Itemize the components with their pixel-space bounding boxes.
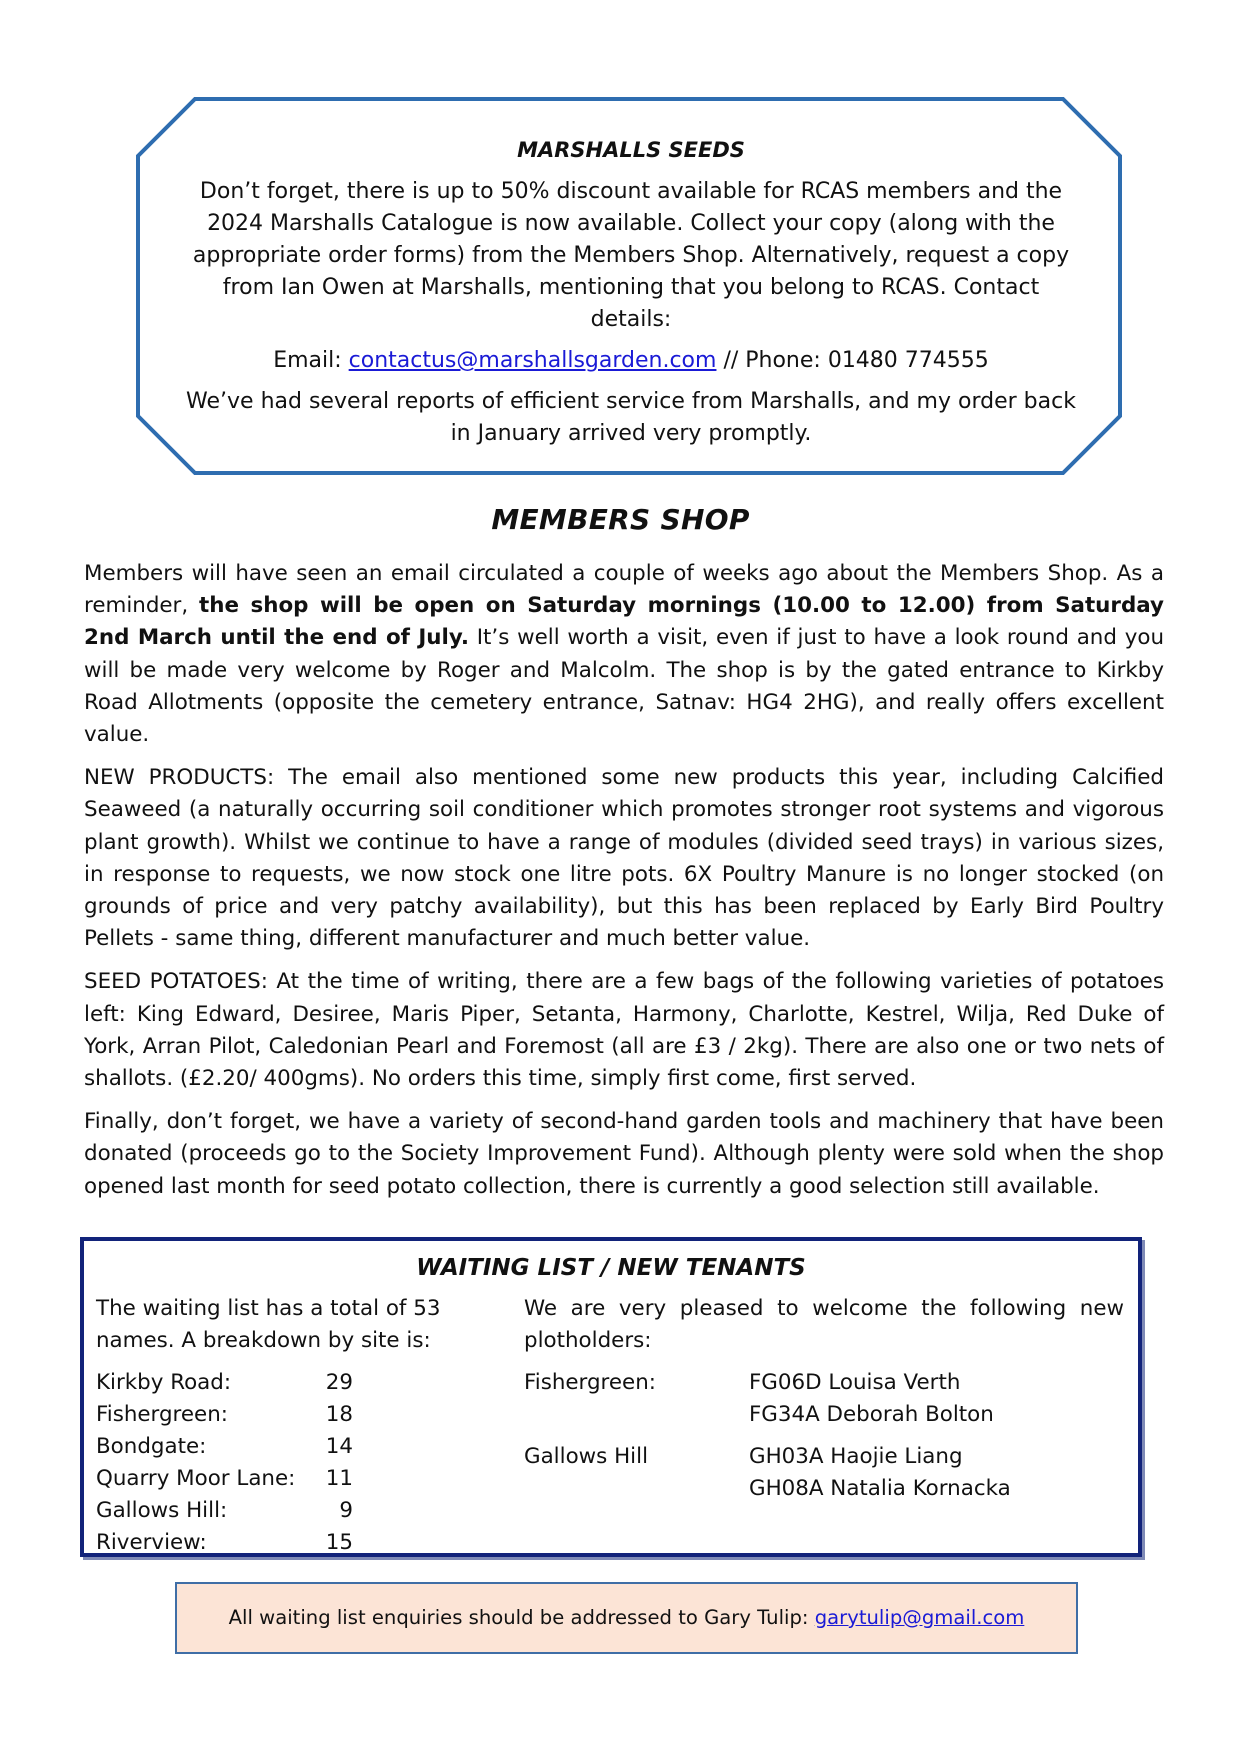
shop-opening-hours: the shop will be open on Saturday mornings (10.00 to 12.00) from Saturday 2nd March until the end of July. xyxy=(84,593,1164,651)
shop-paragraph-opening xyxy=(84,558,1164,751)
site-name: Gallows Hill: xyxy=(96,1498,228,1523)
enquiries-note xyxy=(175,1582,1078,1654)
site-count: 9 xyxy=(339,1498,353,1523)
site-name: Riverview: xyxy=(96,1530,207,1555)
tenant-list xyxy=(749,1441,1011,1505)
site-count: 15 xyxy=(325,1530,353,1555)
shop-p1-start: Members will have seen an email circulated a couple of weeks ago about the Members Shop. As a reminder, xyxy=(84,561,1164,619)
waiting-list-breakdown xyxy=(96,1293,476,1559)
site-list xyxy=(96,1367,476,1559)
tenant-group-gallows-hill xyxy=(524,1441,1124,1505)
phone-text: // Phone: 01480 774555 xyxy=(716,348,989,373)
tenant-group-fishergreen xyxy=(524,1367,1124,1431)
site-row xyxy=(96,1495,476,1527)
tenant-list xyxy=(749,1367,994,1431)
site-row xyxy=(96,1367,476,1399)
members-shop-title: MEMBERS SHOP xyxy=(491,503,750,536)
marshalls-email-link[interactable]: contactus@marshallsgarden.com xyxy=(348,348,717,373)
site-name: Quarry Moor Lane: xyxy=(96,1466,296,1491)
site-row xyxy=(96,1399,476,1431)
site-row xyxy=(96,1463,476,1495)
shop-paragraph-new-products: NEW PRODUCTS: The email also mentioned some new products this year, including Calcified Seaweed (a naturally occurring soil conditioner which promotes stronger root systems and vigorous plant growth). Whilst we continue to have a range of modules (divided seed trays) in various sizes, in response to requests, we now stock one litre pots. 6X Poultry Manure is no longer stocked (on grounds of price and very patchy availability), but this has been replaced by Early Bird Poultry Pellets - same thing, different manufacturer and much better value. xyxy=(84,765,1164,952)
tenant-entry: GH08A Natalia Kornacka xyxy=(749,1476,1011,1501)
site-name: Kirkby Road: xyxy=(96,1370,232,1395)
marshalls-service-note: We’ve had several reports of efficient service from Marshalls, and my order back in January arrived very promptly. xyxy=(186,389,1076,446)
gary-tulip-email-link[interactable]: garytulip@gmail.com xyxy=(814,1606,1025,1629)
tenant-site: Fishergreen: xyxy=(524,1370,656,1395)
email-label: Email: xyxy=(273,348,349,373)
site-count: 18 xyxy=(325,1402,353,1427)
new-tenants xyxy=(524,1293,1124,1515)
waiting-list-intro: The waiting list has a total of 53 names. A breakdown by site is: xyxy=(96,1296,441,1353)
marshalls-intro: Don’t forget, there is up to 50% discount available for RCAS members and the 2024 Marshalls Catalogue is now available. Collect your copy (along with the appropriate order forms) from the Members Shop. Alternatively, request a copy from Ian Owen at Marshalls, mentioning that you belong to RCAS. Contact details: xyxy=(192,179,1070,332)
site-row xyxy=(96,1431,476,1463)
site-count: 29 xyxy=(325,1370,353,1395)
site-name: Fishergreen: xyxy=(96,1402,228,1427)
marshalls-seeds-box xyxy=(135,96,1123,476)
members-shop-body xyxy=(84,558,1164,1214)
tenant-entry: GH03A Haojie Liang xyxy=(749,1444,963,1469)
waiting-list-box xyxy=(80,1237,1142,1557)
enquiries-text: All waiting list enquiries should be addressed to Gary Tulip: xyxy=(228,1606,815,1629)
tenant-site: Gallows Hill xyxy=(524,1444,649,1469)
site-name: Bondgate: xyxy=(96,1434,207,1459)
site-count: 14 xyxy=(325,1434,353,1459)
site-count: 11 xyxy=(325,1466,353,1491)
tenant-entry: FG34A Deborah Bolton xyxy=(749,1402,994,1427)
shop-paragraph-seed-potatoes: SEED POTATOES: At the time of writing, there are a few bags of the following varieties of potatoes left: King Edward, Desiree, Maris Piper, Setanta, Harmony, Charlotte, Kestrel, Wilja, Red Duke of York, Arran Pilot, Caledonian Pearl and Foremost (all are £3 / 2kg). There are also one or two nets of shallots. (£2.20/ 400gms). No orders this time, simply first come, first served. xyxy=(84,969,1164,1092)
site-row xyxy=(96,1527,476,1559)
shop-p1-end: It’s well worth a visit, even if just to have a look round and you will be made very welcome by Roger and Malcolm. The shop is by the gated entrance to Kirkby Road Allotments (opposite the cemetery entrance, Satnav: HG4 2HG), and really offers excellent value. xyxy=(84,625,1164,748)
welcome-text: We are very pleased to welcome the following new plotholders: xyxy=(524,1296,1124,1353)
shop-paragraph-tools: Finally, don’t forget, we have a variety of second-hand garden tools and machinery that have been donated (proceeds go to the Society Improvement Fund). Although plenty were sold when the shop opened last month for seed potato collection, there is currently a good selection still available. xyxy=(84,1109,1164,1199)
marshalls-contact xyxy=(181,345,1081,377)
waiting-list-title: WAITING LIST / NEW TENANTS xyxy=(416,1255,806,1281)
tenant-entry: FG06D Louisa Verth xyxy=(749,1370,961,1395)
marshalls-title: MARSHALLS SEEDS xyxy=(517,138,745,162)
